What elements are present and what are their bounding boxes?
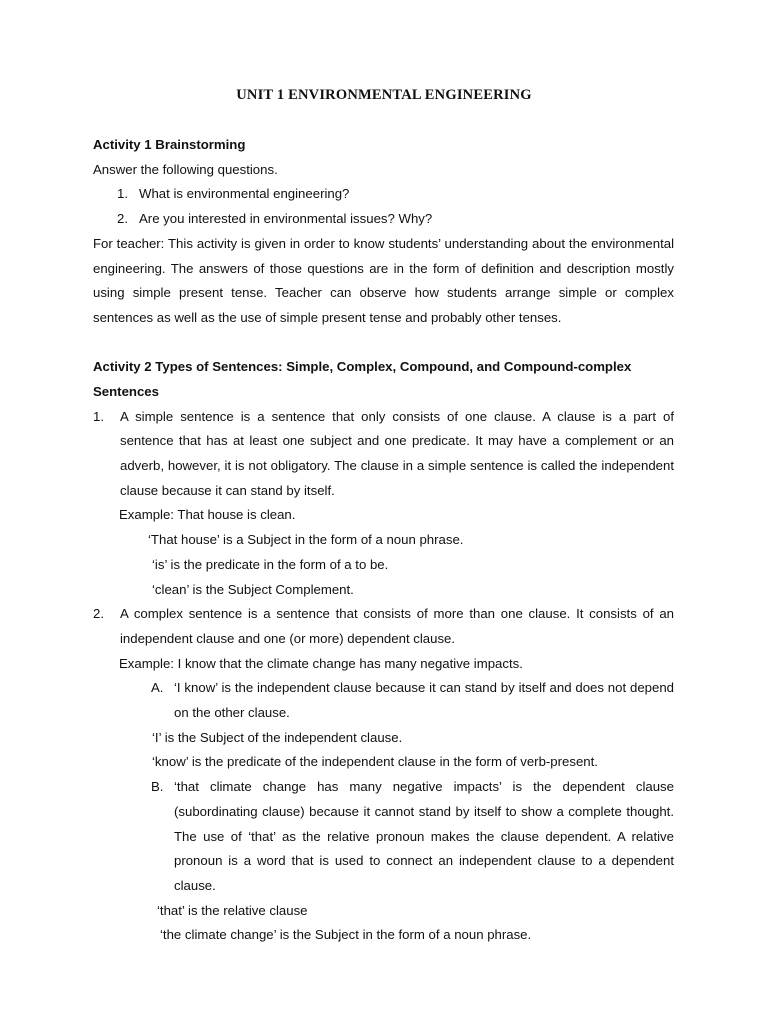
activity2-heading: Activity 2 Types of Sentences: Simple, Complex, Compound, and Compound-complex Sentences xyxy=(93,359,632,399)
example-note: ‘that’ is the relative clause xyxy=(157,902,308,918)
sub-item-text: ‘that climate change has many negative impacts’ is the dependent clause (subordinating clause) because it cannot stand by itself to show a complete thought. The use of ‘that’ as the relative pronoun makes the clause dependent. A relative pronoun is a word that is used to connect an independent clause to a dependent clause. xyxy=(174,779,674,893)
question-number: 1. xyxy=(117,186,128,202)
example-note: ‘I’ is the Subject of the independent clause. xyxy=(152,729,403,745)
question-text: Are you interested in environmental issues? Why? xyxy=(139,211,433,227)
activity1-heading: Activity 1 Brainstorming xyxy=(93,137,246,152)
page-title: UNIT 1 ENVIRONMENTAL ENGINEERING xyxy=(236,87,532,103)
question-text: What is environmental engineering? xyxy=(139,186,350,202)
list-item-complex-sentence xyxy=(93,602,674,651)
example-note: ‘is’ is the predicate in the form of a to be. xyxy=(152,556,389,572)
question-item xyxy=(93,182,674,207)
question-item xyxy=(93,207,674,232)
list-item-text: A complex sentence is a sentence that consists of more than one clause. It consists of an independent clause and one (or more) dependent clause. xyxy=(120,606,674,646)
example-line: Example: I know that the climate change has many negative impacts. xyxy=(119,655,523,671)
sub-item-a xyxy=(93,676,674,725)
sub-item-letter: A. xyxy=(151,680,164,696)
list-number: 2. xyxy=(93,606,104,622)
sub-item-letter: B. xyxy=(151,779,164,795)
example-note: ‘the climate change’ is the Subject in the form of a noun phrase. xyxy=(160,927,532,943)
question-number: 2. xyxy=(117,211,128,227)
example-note: ‘know’ is the predicate of the independent clause in the form of verb-present. xyxy=(152,754,598,770)
example-note: ‘clean’ is the Subject Complement. xyxy=(152,581,354,597)
list-item-simple-sentence xyxy=(93,405,674,504)
section-gap xyxy=(93,331,674,356)
example-line: Example: That house is clean. xyxy=(119,507,296,523)
activity1-intro: Answer the following questions. xyxy=(93,161,278,177)
list-item-text: A simple sentence is a sentence that only consists of one clause. A clause is a part of sentence that has at least one subject and one predicate. It may have a complement or an adverb, however, it is not obligatory. The clause in a simple sentence is called the independent clause because it can stand by itself. xyxy=(120,408,674,498)
example-note: ‘That house’ is a Subject in the form of a noun phrase. xyxy=(148,532,464,548)
list-number: 1. xyxy=(93,408,104,424)
teacher-note: For teacher: This activity is given in order to know students’ understanding about the environmental engineering. The answers of those questions are in the form of definition and description mostly using simple present tense. Teacher can observe how students arrange simple or complex sentences as well as the use of simple present tense and probably other tenses. xyxy=(93,235,674,325)
sub-item-text: ‘I know’ is the independent clause because it can stand by itself and does not depend on the other clause. xyxy=(174,680,674,721)
document-body xyxy=(93,133,674,948)
sub-item-b xyxy=(93,775,674,899)
